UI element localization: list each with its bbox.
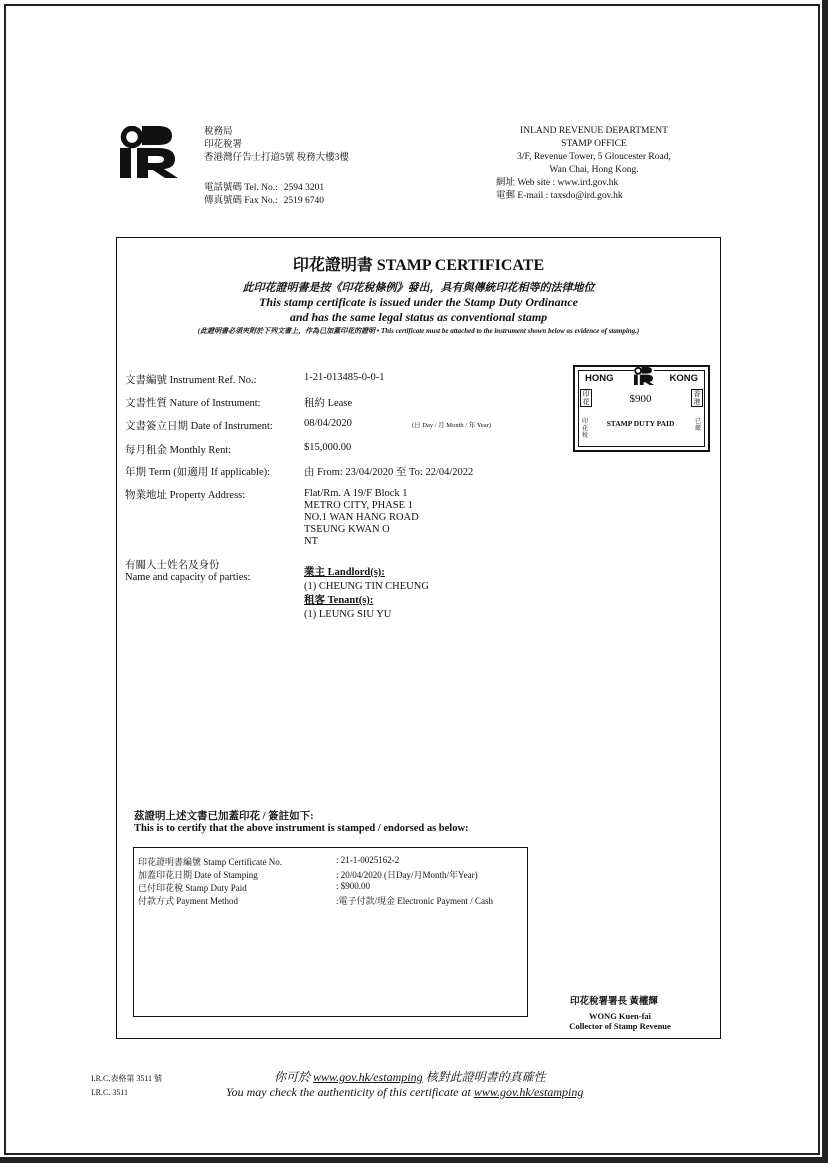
ref-label: 文書編號 Instrument Ref. No.:: [125, 375, 257, 386]
fax-value: 2519 6740: [283, 196, 325, 206]
office-address-en: [484, 125, 704, 203]
verify-text-cn: [274, 1068, 546, 1085]
address-line: METRO CITY, PHASE 1: [304, 500, 413, 511]
landlord-1: (1) CHEUNG TIN CHEUNG: [304, 581, 429, 592]
tel-value: 2594 3201: [283, 183, 325, 193]
stamp-side-right-2: 已繳: [694, 419, 701, 432]
stamp-amount: $900: [629, 393, 652, 405]
parties-label: [125, 560, 250, 584]
page-edge-bottom: [0, 1157, 828, 1163]
date-format-hint: (日 Day / 月 Month / 年 Year): [412, 422, 491, 429]
stamp-side-left-2: 印花稅: [581, 419, 588, 439]
tel-label: 電話號碼 Tel. No.:: [204, 183, 278, 193]
ref-value: 1-21-013485-0-0-1: [304, 372, 385, 383]
tenant-1: (1) LEUNG SIU YU: [304, 609, 392, 620]
address-line: NT: [304, 536, 318, 547]
office-en-line: 3/F, Revenue Tower, 5 Gloucester Road,: [517, 152, 671, 162]
stamp-duty-mark: [573, 365, 710, 452]
certify-statement-cn: 茲證明上述文書已加蓋印花 / 簽註如下:: [134, 811, 314, 822]
office-en-line: Wan Chai, Hong Kong.: [549, 165, 639, 175]
form-number-en: I.R.C. 3511: [91, 1088, 129, 1097]
collector-name: WONG Kuen-fai: [588, 1011, 652, 1021]
property-address: [304, 488, 419, 548]
address-label: 物業地址 Property Address:: [125, 490, 246, 501]
cert-no-label: 印花證明書編號 Stamp Certificate No.: [138, 857, 282, 867]
verify-link-cn[interactable]: www.gov.hk/estamping: [313, 1070, 423, 1084]
duty-paid-value: : $900.00: [336, 881, 371, 891]
certificate-subtitle-en-1: This stamp certificate is issued under the Stamp Duty Ordinance: [258, 295, 579, 309]
stamp-hong: HONG: [585, 373, 614, 384]
stamp-kong: KONG: [669, 373, 698, 384]
cert-no-value: : 21-1-0025162-2: [336, 855, 400, 865]
date-value: 08/04/2020: [304, 418, 352, 429]
rent-value: $15,000.00: [304, 442, 352, 453]
office-cn-line: 稅務局: [204, 127, 233, 137]
parties-label-en: Name and capacity of parties:: [125, 572, 251, 583]
certify-statement-en: This is to certify that the above instrument is stamped / endorsed as below:: [134, 823, 469, 834]
form-number-cn: I.R.C.表格第 3511 號: [91, 1074, 163, 1083]
verify-link-en[interactable]: www.gov.hk/estamping: [473, 1085, 584, 1099]
payment-method-value: :電子付款/現金 Electronic Payment / Cash: [336, 896, 493, 906]
office-cn-line: 印花稅署: [204, 140, 243, 150]
payment-method-label: 付款方式 Payment Method: [138, 896, 238, 906]
certificate-subtitle-en-2: and has the same legal status as conventional stamp: [289, 310, 548, 324]
duty-paid-label: 已付印花稅 Stamp Duty Paid: [138, 883, 247, 893]
ird-logo-icon: [120, 126, 178, 178]
term-label: 年期 Term (如適用 If applicable):: [125, 467, 271, 478]
nature-value: 租約 Lease: [304, 398, 353, 409]
verify-cn-pre: 你可於: [274, 1070, 314, 1084]
stamp-date-label: 加蓋印花日期 Date of Stamping: [138, 870, 258, 880]
verify-cn-post: 核對此證明書的真確性: [422, 1070, 546, 1084]
stamp-side-left: 印花: [580, 389, 592, 407]
fax-label: 傳真號碼 Fax No.:: [204, 196, 278, 206]
collector-title: Collector of Stamp Revenue: [569, 1021, 671, 1031]
contact-numbers: [204, 182, 324, 208]
stamp-date-value: : 20/04/2020 (日Day/月Month/年Year): [336, 870, 478, 880]
date-label: 文書簽立日期 Date of Instrument:: [125, 421, 273, 432]
certificate-note: (此證明書必須夾附於下列文書上，作為已加蓋印花的證明 • This certificate must be attached to the instrument shown below as evidence of stamping.): [197, 327, 640, 335]
page-edge-right: [822, 0, 828, 1163]
certificate-title: 印花證明書 STAMP CERTIFICATE: [292, 257, 545, 274]
office-en-line: INLAND REVENUE DEPARTMENT: [520, 126, 668, 136]
parties: [304, 566, 429, 622]
office-en-line: STAMP OFFICE: [561, 139, 627, 149]
nature-label: 文書性質 Nature of Instrument:: [125, 398, 261, 409]
stamp-side-right: 香港: [691, 389, 703, 407]
term-value: 由 From: 23/04/2020 至 To: 22/04/2022: [304, 467, 474, 478]
address-line: TSEUNG KWAN O: [304, 524, 390, 535]
office-address-cn: [204, 126, 349, 165]
rent-label: 每月租金 Monthly Rent:: [125, 445, 232, 456]
address-line: NO.1 WAN HANG ROAD: [304, 512, 419, 523]
landlord-heading: 業主 Landlord(s):: [304, 567, 385, 578]
office-cn-line: 香港灣仔告士打道5號 稅務大樓3樓: [204, 153, 349, 163]
verify-text-en: [226, 1085, 583, 1100]
email: 電郵 E-mail : taxsdo@ird.gov.hk: [496, 191, 623, 201]
collector-cn: 印花稅署署長 黃權輝: [570, 997, 658, 1007]
tenant-heading: 租客 Tenant(s):: [304, 595, 374, 606]
verify-en-pre: You may check the authenticity of this certificate at: [226, 1085, 474, 1099]
address-line: Flat/Rm. A 19/F Block 1: [304, 488, 408, 499]
parties-label-cn: 有關人士姓名及身份: [125, 560, 220, 571]
stamp-logo-icon: [633, 367, 655, 385]
stamp-duty-paid-label: STAMP DUTY PAID: [606, 419, 675, 428]
website: 網址 Web site : www.ird.gov.hk: [496, 178, 619, 188]
certificate-subtitle-cn: 此印花證明書是按《印花稅條例》發出，具有與傳統印花相等的法律地位: [242, 282, 595, 294]
